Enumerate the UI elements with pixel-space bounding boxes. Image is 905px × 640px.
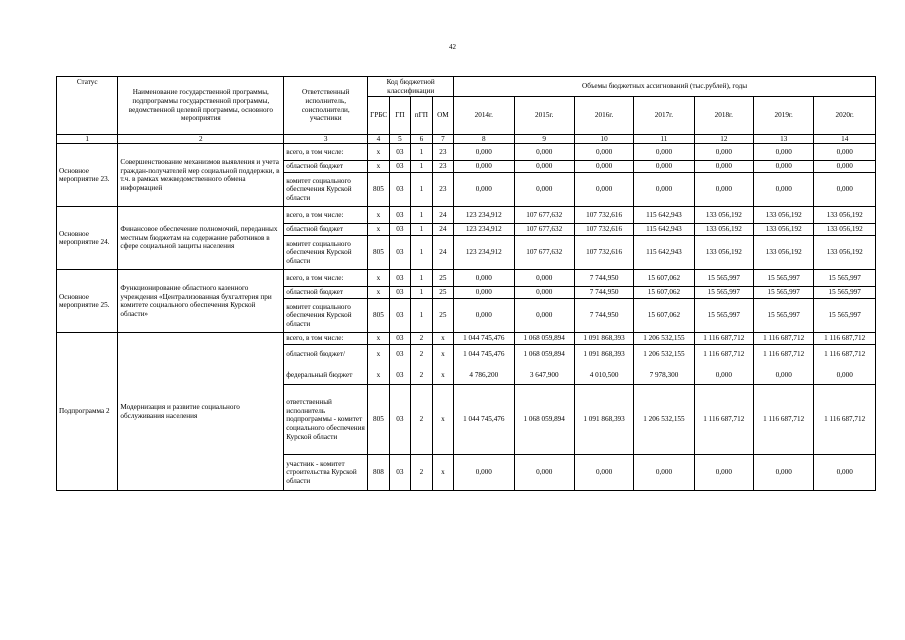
code-om: 25	[432, 287, 453, 299]
budget-value: 0,000	[514, 173, 574, 207]
code-om: 23	[432, 161, 453, 173]
row-responsible: всего, в том числе:	[284, 144, 368, 161]
budget-value: 123 234,912	[454, 207, 514, 224]
budget-value: 0,000	[574, 144, 633, 161]
budget-value: 15 565,997	[754, 299, 814, 333]
code-om: 24	[432, 224, 453, 236]
budget-value: 1 044 745,476	[454, 333, 514, 345]
split-value: 1 206 532,155	[643, 350, 685, 359]
row-status: Основное мероприятие 23.	[57, 144, 118, 207]
column-index: 7	[432, 135, 453, 144]
code-gp: 03	[389, 144, 410, 161]
budget-value: 133 056,192	[694, 236, 753, 270]
code-gp: 03	[389, 287, 410, 299]
budget-value: 115 642,943	[634, 224, 694, 236]
split-value: 1 091 868,393	[583, 350, 625, 359]
header-row-1	[57, 77, 876, 97]
budget-value: 7 744,950	[574, 299, 633, 333]
budget-value: 0,000	[454, 299, 514, 333]
split-value: 0,000	[775, 370, 792, 379]
budget-value: 1 068 059,894	[514, 385, 574, 455]
code-pgp: 1	[411, 224, 432, 236]
budget-value: 0,000	[754, 144, 814, 161]
code-pgp: 1	[411, 161, 432, 173]
budget-value: 0,000	[694, 455, 753, 491]
code-om	[432, 345, 453, 385]
budget-value: 15 565,997	[754, 287, 814, 299]
budget-value: 1 116 687,712	[694, 333, 753, 345]
budget-value: 0,000	[694, 173, 753, 207]
code-gp: 03	[389, 333, 410, 345]
budget-value	[574, 345, 633, 385]
code-gp: 03	[389, 161, 410, 173]
label-federal-budget: федеральный бюджет	[286, 370, 353, 379]
budget-value: 1 044 745,476	[454, 385, 514, 455]
code-pgp: 1	[411, 207, 432, 224]
code-gp: 03	[389, 173, 410, 207]
column-index: 5	[389, 135, 410, 144]
code-gp: 03	[389, 299, 410, 333]
budget-value: 1 116 687,712	[754, 385, 814, 455]
row-status: Основное мероприятие 24.	[57, 207, 118, 270]
code-gp: 03	[389, 385, 410, 455]
budget-value: 0,000	[574, 173, 633, 207]
header-status: Статус	[57, 77, 118, 135]
budget-value: 0,000	[514, 270, 574, 287]
code-om: 23	[432, 144, 453, 161]
code-grbs: x	[368, 161, 389, 173]
budget-value: 0,000	[514, 144, 574, 161]
code-pgp: 1	[411, 287, 432, 299]
header-year: 2014г.	[454, 97, 514, 135]
budget-value: 0,000	[454, 144, 514, 161]
budget-value: 1 206 532,155	[634, 333, 694, 345]
header-responsible: Ответственный исполнитель, соисполнители, участники	[284, 77, 368, 135]
budget-value: 0,000	[454, 455, 514, 491]
split-value: 0,000	[836, 370, 853, 379]
column-index: 1	[57, 135, 118, 144]
code-pgp: 1	[411, 236, 432, 270]
budget-value	[514, 345, 574, 385]
split-value: 1 116 687,712	[703, 350, 745, 359]
budget-value: 107 677,632	[514, 236, 574, 270]
budget-value: 15 607,062	[634, 270, 694, 287]
code-om: x	[432, 385, 453, 455]
budget-value: 0,000	[514, 299, 574, 333]
budget-value: 107 677,632	[514, 224, 574, 236]
code-grbs	[368, 345, 389, 385]
header-year: 2018г.	[694, 97, 753, 135]
code-gp: 03	[389, 224, 410, 236]
column-index: 3	[284, 135, 368, 144]
budget-value: 15 607,062	[634, 287, 694, 299]
code-grbs: 805	[368, 236, 389, 270]
header-code-gp: ГП	[389, 97, 410, 135]
budget-value: 0,000	[754, 161, 814, 173]
budget-value: 0,000	[694, 161, 753, 173]
split-value: 1 116 687,712	[824, 350, 866, 359]
budget-value: 1 116 687,712	[814, 333, 876, 345]
budget-value: 0,000	[514, 161, 574, 173]
row-responsible: областной бюджет	[284, 224, 368, 236]
code-pgp: 1	[411, 299, 432, 333]
budget-table	[56, 76, 876, 491]
code-gp	[389, 345, 410, 385]
budget-value: 107 732,616	[574, 224, 633, 236]
code-grbs: x	[368, 270, 389, 287]
budget-value: 0,000	[454, 287, 514, 299]
row-status: Основное мероприятие 25.	[57, 270, 118, 333]
row-name: Финансовое обеспечение полномочий, переданных местным бюджетам на содержание работников в сфере социальной защиты населения	[118, 207, 284, 270]
column-index: 11	[634, 135, 694, 144]
column-index: 2	[118, 135, 284, 144]
code-om: 24	[432, 207, 453, 224]
code-grbs: x	[368, 144, 389, 161]
column-index: 6	[411, 135, 432, 144]
budget-value: 0,000	[814, 455, 876, 491]
code-grbs: 805	[368, 299, 389, 333]
code-pgp: 2	[411, 455, 432, 491]
budget-value: 0,000	[514, 287, 574, 299]
column-index: 12	[694, 135, 753, 144]
header-year: 2020г.	[814, 97, 876, 135]
code-gp: 03	[389, 270, 410, 287]
budget-value: 1 091 868,393	[574, 333, 633, 345]
budget-value: 133 056,192	[754, 207, 814, 224]
code-pgp: 2	[411, 385, 432, 455]
split-value: x	[376, 350, 381, 359]
budget-value: 15 565,997	[694, 287, 753, 299]
budget-value: 115 642,943	[634, 236, 694, 270]
label-regional-budget: областной бюджет/	[286, 350, 346, 359]
budget-value: 107 677,632	[514, 207, 574, 224]
split-value: 3 647,900	[529, 370, 559, 379]
split-value: 03	[396, 370, 404, 379]
code-grbs: 805	[368, 173, 389, 207]
split-value: 2	[419, 370, 424, 379]
budget-value: 15 607,062	[634, 299, 694, 333]
split-value: 03	[396, 350, 404, 359]
column-index: 13	[754, 135, 814, 144]
row-responsible: областной бюджет	[284, 287, 368, 299]
budget-value: 15 565,997	[754, 270, 814, 287]
row-responsible	[284, 345, 368, 385]
budget-value	[814, 345, 876, 385]
split-value: 4 010,500	[589, 370, 619, 379]
header-code-om: ОМ	[432, 97, 453, 135]
header-year: 2016г.	[574, 97, 633, 135]
budget-value: 7 744,950	[574, 287, 633, 299]
row-responsible: областной бюджет	[284, 161, 368, 173]
code-grbs: 805	[368, 385, 389, 455]
budget-value: 1 116 687,712	[754, 333, 814, 345]
budget-value: 133 056,192	[754, 236, 814, 270]
code-gp: 03	[389, 455, 410, 491]
row-responsible: ответственный исполнитель подпрограммы - комитет социального обеспечения Курской области	[284, 385, 368, 455]
budget-value: 0,000	[814, 173, 876, 207]
code-grbs: x	[368, 333, 389, 345]
budget-value: 0,000	[634, 173, 694, 207]
header-code-grbs: ГРБС	[368, 97, 389, 135]
code-om: x	[432, 455, 453, 491]
budget-value: 133 056,192	[814, 236, 876, 270]
budget-value: 1 116 687,712	[814, 385, 876, 455]
column-index: 4	[368, 135, 389, 144]
budget-value: 1 116 687,712	[694, 385, 753, 455]
code-grbs: x	[368, 287, 389, 299]
split-value: x	[376, 370, 381, 379]
budget-value: 15 565,997	[814, 287, 876, 299]
budget-value	[454, 345, 514, 385]
page-number: 42	[449, 43, 456, 51]
budget-value: 0,000	[574, 161, 633, 173]
header-year: 2015г.	[514, 97, 574, 135]
budget-value: 0,000	[634, 144, 694, 161]
budget-value: 107 732,616	[574, 236, 633, 270]
budget-value: 0,000	[514, 455, 574, 491]
budget-value: 7 744,950	[574, 270, 633, 287]
code-pgp: 1	[411, 144, 432, 161]
budget-value: 15 565,997	[694, 299, 753, 333]
row-responsible: всего, в том числе:	[284, 207, 368, 224]
split-value: 4 786,200	[469, 370, 499, 379]
code-pgp: 1	[411, 173, 432, 207]
code-gp: 03	[389, 236, 410, 270]
code-grbs: x	[368, 207, 389, 224]
split-value: 0,000	[715, 370, 732, 379]
header-year: 2019г.	[754, 97, 814, 135]
row-status: Подпрограмма 2	[57, 333, 118, 491]
column-index: 9	[514, 135, 574, 144]
budget-value: 123 234,912	[454, 224, 514, 236]
header-budget-code: Код бюджетной классификации	[368, 77, 454, 97]
split-value: 1 044 745,476	[463, 350, 505, 359]
budget-value: 123 234,912	[454, 236, 514, 270]
code-grbs: x	[368, 224, 389, 236]
budget-value: 133 056,192	[694, 207, 753, 224]
row-name: Совершенствование механизмов выявления и учета граждан-получателей мер социальной поддержки, в т.ч. в рамках межведомственного обмена информацией	[118, 144, 284, 207]
row-name: Функционирование областного казенного учреждения «Централизованная бухгалтерия при комитете социального обеспечения Курской области»	[118, 270, 284, 333]
column-index: 14	[814, 135, 876, 144]
code-om: x	[432, 333, 453, 345]
budget-value: 0,000	[454, 161, 514, 173]
budget-value: 133 056,192	[814, 224, 876, 236]
budget-value: 0,000	[814, 161, 876, 173]
row-responsible: участник - комитет строительства Курской области	[284, 455, 368, 491]
code-om: 25	[432, 270, 453, 287]
code-om: 23	[432, 173, 453, 207]
row-responsible: всего, в том числе:	[284, 333, 368, 345]
budget-value	[694, 345, 753, 385]
row-responsible: комитет социального обеспечения Курской области	[284, 173, 368, 207]
budget-value: 15 565,997	[694, 270, 753, 287]
budget-value: 0,000	[814, 144, 876, 161]
code-pgp: 1	[411, 270, 432, 287]
budget-value: 133 056,192	[694, 224, 753, 236]
budget-value	[754, 345, 814, 385]
budget-value	[634, 345, 694, 385]
budget-value: 15 565,997	[814, 299, 876, 333]
table-row	[57, 333, 876, 345]
split-value: x	[441, 370, 445, 379]
header-year: 2017г.	[634, 97, 694, 135]
row-responsible: комитет социального обеспечения Курской области	[284, 236, 368, 270]
header-code-pgp: пГП	[411, 97, 432, 135]
split-value: x	[441, 350, 445, 359]
code-om: 24	[432, 236, 453, 270]
table-row	[57, 207, 876, 224]
budget-value: 107 732,616	[574, 207, 633, 224]
split-value: 7 978,300	[649, 370, 679, 379]
budget-value: 1 068 059,894	[514, 333, 574, 345]
row-responsible: всего, в том числе:	[284, 270, 368, 287]
index-row	[57, 135, 876, 144]
column-index: 8	[454, 135, 514, 144]
budget-value: 0,000	[634, 455, 694, 491]
row-name: Модернизация и развитие социального обслуживания населения	[118, 333, 284, 491]
budget-value: 0,000	[574, 455, 633, 491]
budget-value: 0,000	[754, 173, 814, 207]
column-index: 10	[574, 135, 633, 144]
code-pgp: 2	[411, 333, 432, 345]
budget-value: 133 056,192	[754, 224, 814, 236]
split-value: 2	[419, 350, 424, 359]
split-value: 1 068 059,894	[523, 350, 565, 359]
code-pgp	[411, 345, 432, 385]
table-row	[57, 144, 876, 161]
budget-value: 0,000	[634, 161, 694, 173]
budget-value: 0,000	[454, 173, 514, 207]
split-value: 1 116 687,712	[763, 350, 805, 359]
budget-value: 1 091 868,393	[574, 385, 633, 455]
row-responsible: комитет социального обеспечения Курской области	[284, 299, 368, 333]
code-grbs: 808	[368, 455, 389, 491]
code-om: 25	[432, 299, 453, 333]
budget-value: 115 642,943	[634, 207, 694, 224]
budget-value: 1 206 532,155	[634, 385, 694, 455]
budget-value: 0,000	[754, 455, 814, 491]
header-volumes: Объемы бюджетных ассигнований (тыс.рублей), годы	[454, 77, 876, 97]
budget-value: 0,000	[694, 144, 753, 161]
header-name: Наименование государственной программы, подпрограммы государственной программы, ведомственной целевой программы, основного мероприятия	[118, 77, 284, 135]
code-gp: 03	[389, 207, 410, 224]
budget-value: 15 565,997	[814, 270, 876, 287]
budget-value: 133 056,192	[814, 207, 876, 224]
table-row	[57, 270, 876, 287]
budget-value: 0,000	[454, 270, 514, 287]
